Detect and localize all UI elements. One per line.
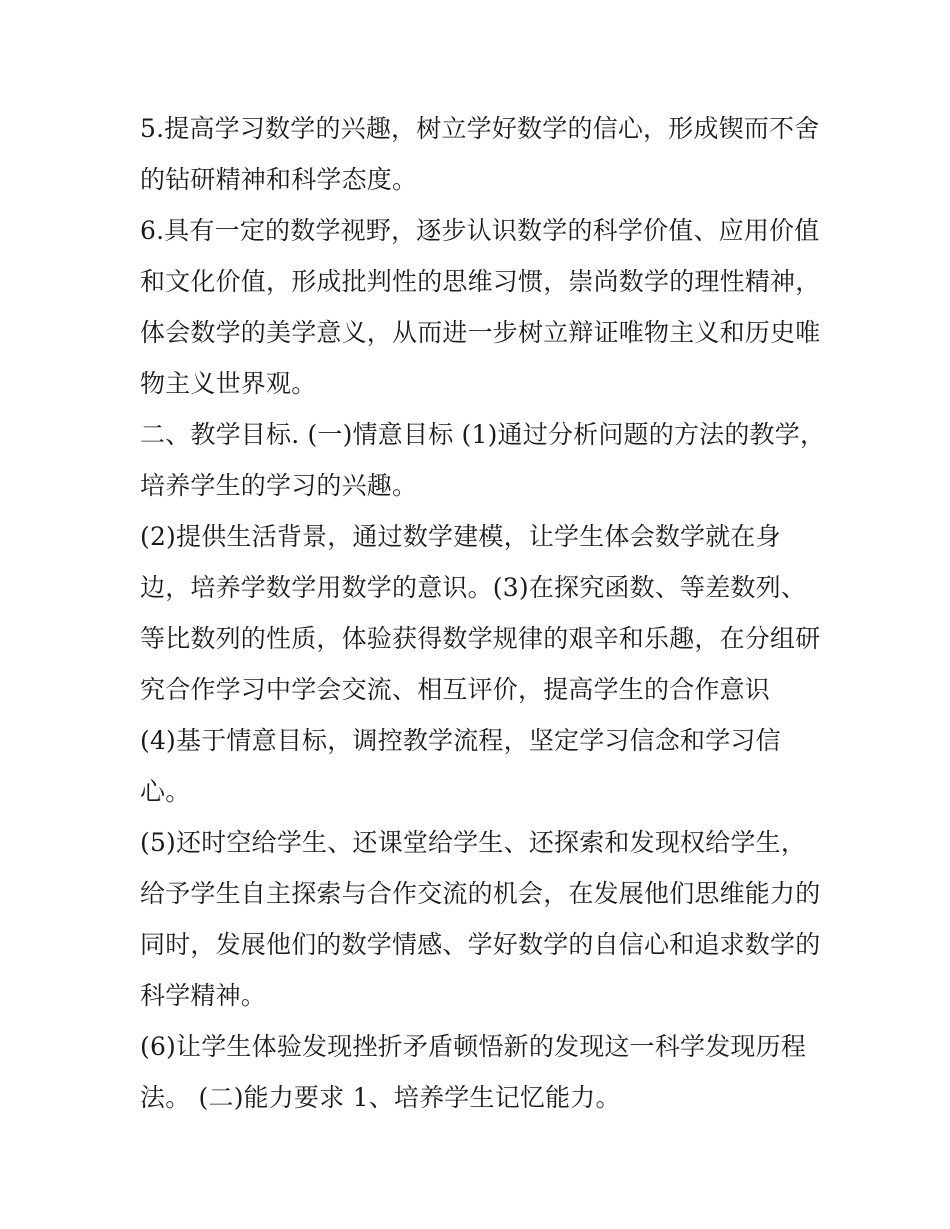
text-line: 边，培养学数学用数学的意识。(3)在探究函数、等差数列、 (140, 573, 807, 602)
text-line: 给予学生自主探索与合作交流的机会，在发展他们思维能力的 (140, 879, 821, 908)
text-line: (6)让学生体验发现挫折矛盾顿悟新的发现这一科学发现历程 (140, 1032, 807, 1061)
text-line: 物主义世界观。 (140, 369, 317, 398)
text-line: 心。 (140, 777, 191, 806)
section-heading-line: 二、教学目标. (一)情意目标 (1)通过分析问题的方法的教学， (140, 420, 826, 449)
text-line: 究合作学习中学会交流、相互评价，提高学生的合作意识 (140, 675, 771, 704)
text-line: 和文化价值，形成批判性的思维习惯，崇尚数学的理性精神， (140, 267, 821, 296)
text-line: (4)基于情意目标，调控教学流程，坚定学习信念和学习信 (140, 726, 781, 755)
text-line: 5.提高学习数学的兴趣，树立学好数学的信心，形成锲而不舍 (140, 114, 820, 143)
text-line: (2)提供生活背景，通过数学建模，让学生体会数学就在身 (140, 522, 781, 551)
text-line: 6.具有一定的数学视野，逐步认识数学的科学价值、应用价值 (140, 216, 820, 245)
text-line: 法。 (二)能力要求 1、培养学生记忆能力。 (140, 1083, 621, 1112)
text-line: (5)还时空给学生、还课堂给学生、还探索和发现权给学生， (140, 828, 807, 857)
text-line: 同时，发展他们的数学情感、学好数学的自信心和追求数学的 (140, 930, 821, 959)
text-line: 体会数学的美学意义，从而进一步树立辩证唯物主义和历史唯 (140, 318, 821, 347)
text-line: 的钻研精神和科学态度。 (140, 165, 418, 194)
text-line: 培养学生的学习的兴趣。 (140, 471, 418, 500)
text-line: 等比数列的性质，体验获得数学规律的艰辛和乐趣，在分组研 (140, 624, 821, 653)
text-line: 科学精神。 (140, 981, 267, 1010)
